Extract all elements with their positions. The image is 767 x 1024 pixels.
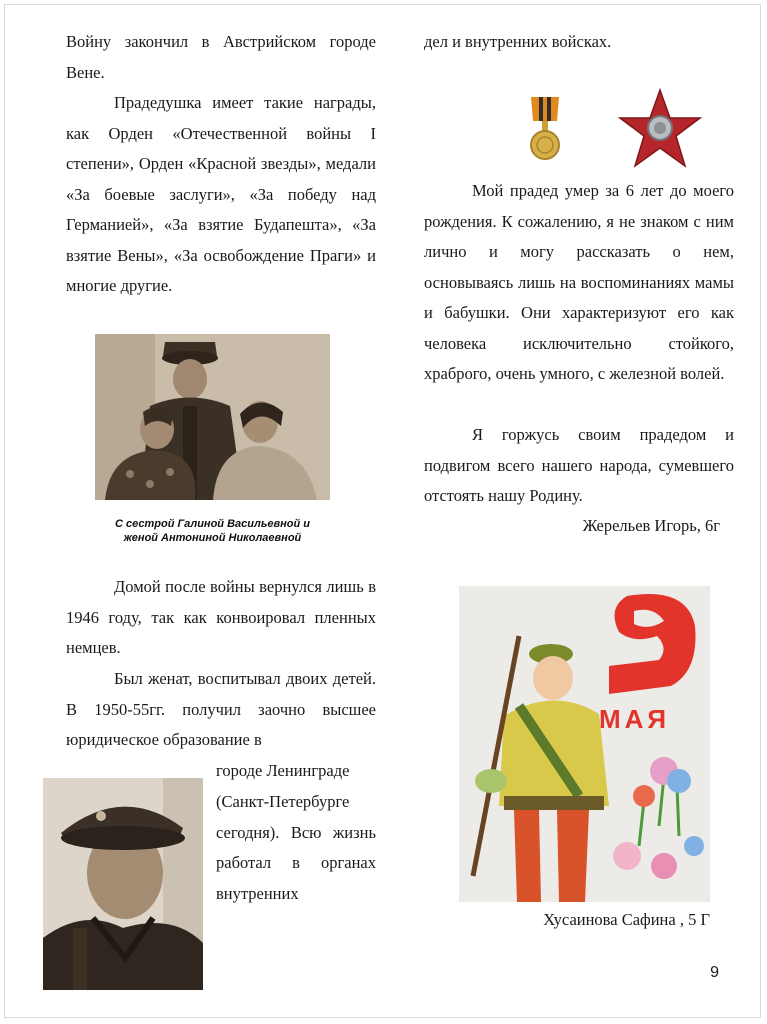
red-star-order-icon <box>618 88 702 168</box>
drawing-caption-may: МАЯ <box>599 704 671 734</box>
text-memories: Мой прадед умер за 6 лет до моего рождения. К сожалению, я не знаком с ним лично и могу рассказать о нем, основываясь лишь на воспоминаниях мамы и бабушки. Они характеризуют его как человека исключительно стойкого, храброго, очень умного, с железной волей. <box>424 181 734 383</box>
text-leningrad: городе Ленинграде <box>216 761 350 780</box>
portrait-photo-image <box>43 778 203 990</box>
signature-igor: Жерельев Игорь, 6г <box>582 516 720 535</box>
photo-caption-line-2: женой Антониной Николаевной <box>123 532 302 544</box>
family-photo-image <box>95 334 330 500</box>
photo-caption-line-1: С сестрой Галиной Васильевной и <box>115 518 310 530</box>
childrens-drawing-image <box>459 586 710 902</box>
family-photo <box>95 334 330 500</box>
text-career: (Санкт-Петербурге сегодня). Всю жизнь работал в органах внутренних <box>216 792 376 903</box>
text-internal-troops: дел и внутренних войсках. <box>424 32 612 51</box>
medal-icon <box>527 95 563 165</box>
text-family-education: Был женат, воспитывал двоих детей. В 1950-55гг. получил заочно высшее юридическое образование в <box>66 669 376 749</box>
photo-caption <box>80 517 345 545</box>
text-awards: Прадедушка имеет такие награды, как Орден «Отечественной войны I степени», Орден «Красной звезды», медали «За боевые заслуги», «За победу над Германией», «За взятие Будапешта», «За взятие Вены», «За освобождение Праги» и многие другие. <box>66 93 376 295</box>
drawing-author: Хусаинова Сафина , 5 Г <box>543 910 710 929</box>
text-return-home: Домой после войны вернулся лишь в 1946 году, так как конвоировал пленных немцев. <box>66 577 376 657</box>
portrait-photo <box>43 778 203 990</box>
childrens-drawing <box>459 586 710 902</box>
page-number: 9 <box>710 964 719 981</box>
text-war-end: Войну закончил в Австрийском городе Вене. <box>66 32 376 82</box>
text-pride: Я горжусь своим прадедом и подвигом всего нашего народа, сумевшего отстоять нашу Родину. <box>424 425 734 505</box>
